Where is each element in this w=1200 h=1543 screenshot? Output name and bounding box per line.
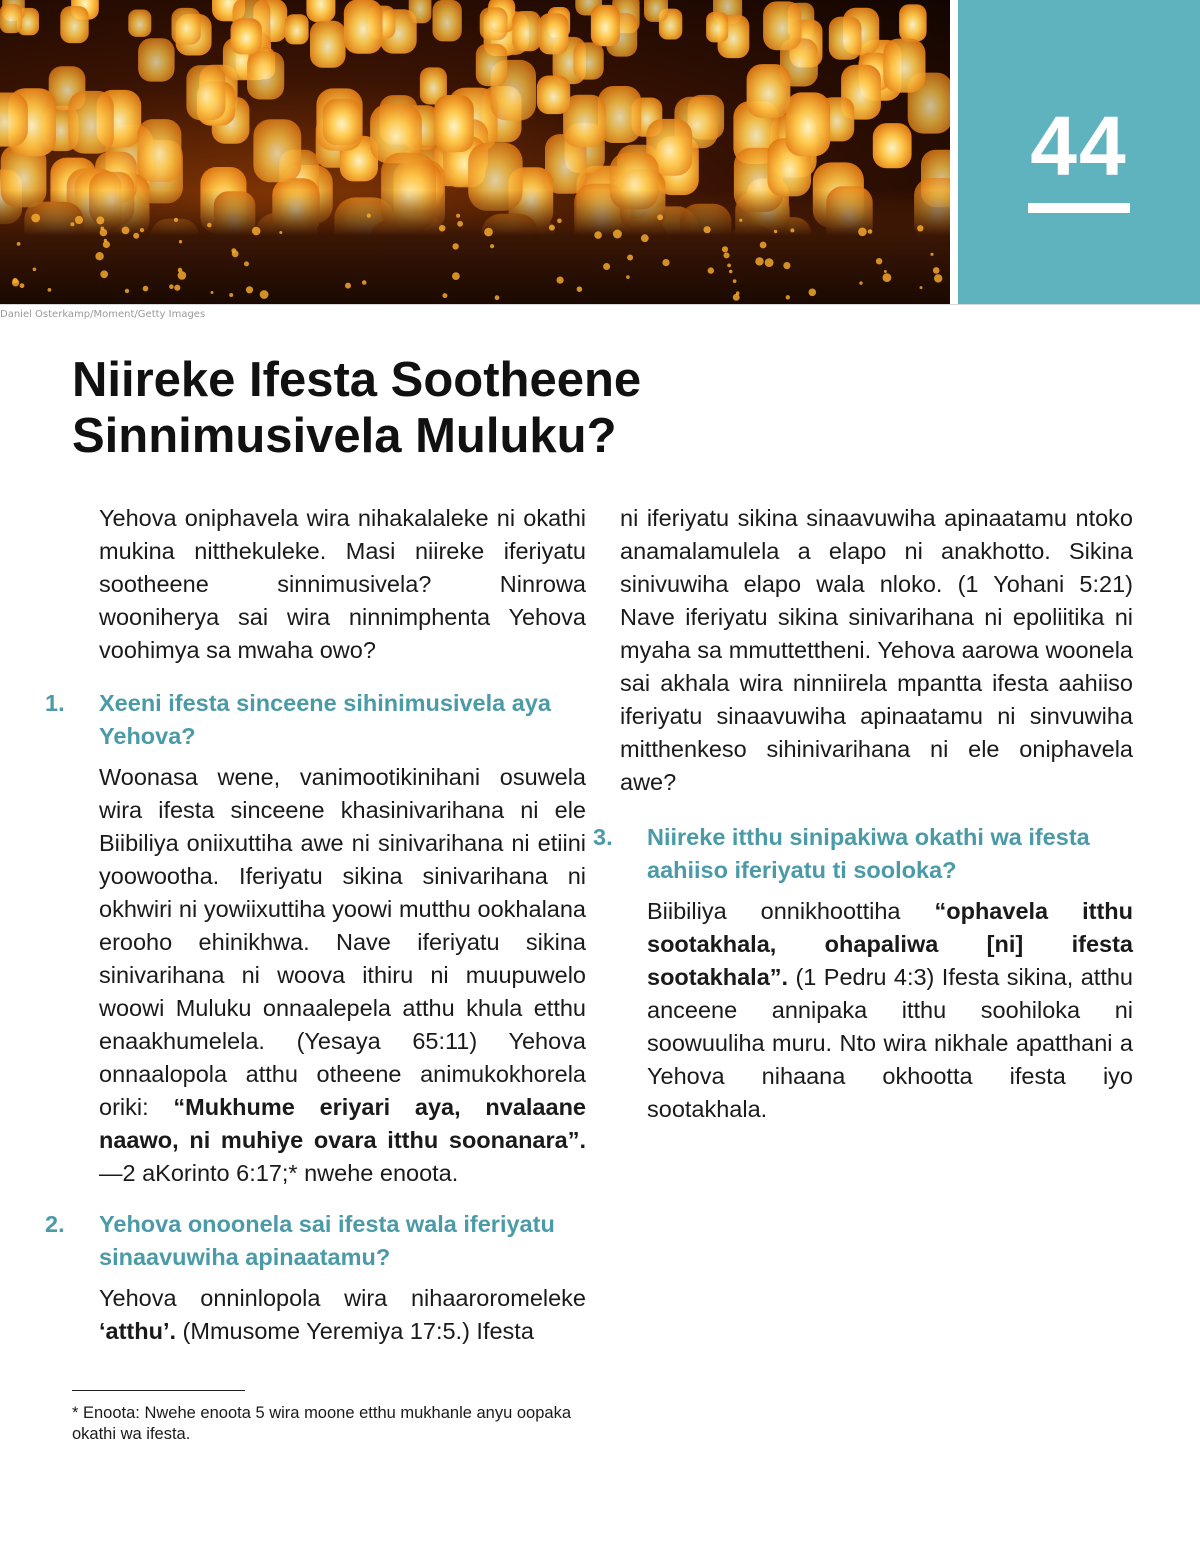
candle-light [613,230,622,239]
lantern [253,119,301,182]
candle-light [179,240,182,243]
candle-light [362,280,367,285]
candle-light [662,259,669,266]
answer-1-quote: “Mukhume eriyari aya, nvalaane naawo, ni muhiye ovara itthu soonanara”. [99,1094,586,1153]
lantern [68,91,114,154]
candle-light [490,244,494,248]
intro-paragraph: Yehova oniphavela wira nihakalaleke ni okathi mukina nitthekuleke. Masi niireke iferiyatu sootheene sinnimusivela? Ninrowa wooniherya sai wira ninnimphenta Yehova voohimya sa mwaha owo? [99,505,586,663]
candle-light [207,223,212,228]
answer-2-reference-start: (Mmusome Yeremiya 17:5.) Ifesta [176,1318,534,1344]
question-1-text: Xeeni ifesta sinceene sihinimusivela aya Yehova? [99,690,551,749]
candle-light [211,291,214,294]
candle-light [917,225,923,231]
candle-light [549,225,555,231]
question-1-number: 1. [45,690,65,716]
candle-light [169,284,174,289]
answer-3-quote: “ophavela itthu sootakhala, ohapaliwa [ni] ifesta sootakhala”. [647,898,1133,990]
answer-2-paragraph-start [72,1282,586,1348]
candle-light [495,295,500,300]
candle-light [174,285,180,291]
candle-light [627,255,633,261]
lantern [476,44,508,86]
candle-light [727,264,731,268]
lantern [186,65,225,120]
candle-light [594,231,602,239]
candle-light [626,275,630,279]
question-2-text: Yehova onoonela sai ifesta wala iferiyatu sinaavuwiha apinaatamu? [99,1211,555,1270]
candle-light [439,225,446,232]
candle-light [246,286,253,293]
candle-light [774,230,777,233]
candle-light [229,293,233,297]
answer-2-quote: ‘atthu’. [99,1318,177,1344]
answer-2-text: Yehova onninlopola wira nihaaroromeleke [99,1285,586,1311]
candle-light [729,270,733,274]
candle-light [577,286,583,292]
candle-light [859,281,862,284]
candle-light [876,258,882,264]
candle-light [724,252,730,258]
lantern [231,18,262,54]
answer-3-text: Biibiliya onnikhoottiha [647,898,935,924]
candle-light [12,279,19,286]
answer-2-start-clip [72,1282,586,1348]
candle-light [174,218,178,222]
candle-light [122,227,130,235]
lantern [0,93,28,147]
lantern-illustration [0,0,950,304]
candle-light [930,253,933,256]
lantern [873,123,912,168]
lantern [763,1,801,50]
candle-light [95,252,103,260]
lantern [409,0,432,23]
candle-light [868,229,873,234]
question-2 [45,1208,586,1274]
lantern [0,4,22,33]
candle-light [760,242,767,249]
candle-light [244,261,249,266]
candle-light [641,234,649,242]
question-3 [593,821,1133,887]
candle-light [133,233,139,239]
candle-light [33,268,37,272]
candle-light [103,241,110,248]
lesson-number: 44 [1030,99,1128,193]
candle-light [96,216,104,224]
lantern [706,12,728,42]
candle-light [755,257,763,265]
candle-light [442,293,447,298]
page-title-line2: Sinnimusivela Muluku? [72,409,617,463]
candle-light [279,231,282,234]
candle-light [178,271,187,280]
candle-light [231,248,236,253]
answer-2-continued: ni iferiyatu sikina sinaavuwiha apinaatamu ntoko anamalamulela a elapo ni anakhotto. Sikina sinivuwiha elapo wala nloko. (1 Yohani 5:21) Nave iferiyatu sikina sinivarihana ni epoliitika ni myaha sa mmuttettheni. Yehova aarowa woonela sai akhala wira ninniirela mpantta ifesta aahiiso iferiyatu sinaavuwiha apinaatamu ni sinvuwiha mitthenkeso sihinivarihana ni ele oniphavela awe? [620,505,1133,795]
candle-light [722,246,728,252]
lantern [285,14,309,44]
candle-light [557,219,562,224]
lantern [883,39,925,93]
question-2-number: 2. [45,1211,65,1237]
candle-light [765,258,774,267]
candle-light [790,228,794,232]
candle-light [884,270,887,273]
candle-light [100,270,108,278]
lantern [433,0,462,41]
lantern [323,99,362,145]
lantern [344,0,383,54]
candle-light [20,283,25,288]
candle-light [70,222,74,226]
candle-light [739,219,742,222]
lesson-number-panel [958,0,1200,304]
candle-light [733,279,737,283]
lantern [899,4,927,41]
lantern [591,5,620,46]
candle-light [484,228,493,237]
candle-light [48,288,52,292]
lantern [747,64,791,118]
candle-light [252,227,261,236]
candle-light [452,243,458,249]
lantern [310,21,346,68]
candle-light [75,216,83,224]
lantern [786,92,831,156]
lantern [247,51,284,99]
candle-light [883,273,892,282]
lantern [128,10,151,37]
lantern [480,7,508,40]
candle-light [933,267,940,274]
footnote: * Enoota: Nwehe enoota 5 wira moone etthu mukhanle anyu oopaka okathi wa ifesta. [72,1404,572,1443]
answer-3-reference: (1 Pedru 4:3) Ifesta sikina, atthu anceene annipaka itthu soohiloka ni soowuuliha muru. Nto wira nikhale apatthani a Yehova nihaana okhootta ifesta iyo sootakhala. [647,964,1133,1122]
question-1 [45,687,586,753]
candle-light [125,289,129,293]
candle-light [143,286,149,292]
footnote-divider [72,1390,245,1391]
candle-light [934,274,942,282]
lantern [138,38,175,81]
candle-light [557,277,564,284]
candle-light [260,290,269,299]
header-divider [0,304,1200,305]
answer-1-paragraph [72,761,586,1190]
lantern [137,119,181,182]
candle-light [809,289,817,297]
candle-light [858,228,867,237]
candle-light [733,294,740,301]
lantern [573,42,603,79]
right-column [593,502,1133,1126]
candle-light [783,262,790,269]
lesson-number-underline [1028,203,1130,213]
candle-light [178,268,183,273]
candle-light [786,295,790,299]
page-title-line1: Niireke Ifesta Sootheene [72,353,642,407]
lantern [60,6,88,43]
candle-light [657,214,663,220]
candle-light [17,242,21,246]
lantern [512,11,540,51]
answer-1-reference: —2 aKorinto 6:17;* nwehe enoota. [99,1160,459,1186]
left-column [45,502,586,1348]
page-title [72,352,832,464]
candle-light [140,228,144,232]
candle-light [603,263,610,270]
candle-light [367,214,371,218]
crowd-silhouette [0,190,950,304]
answer-1-text: Woonasa wene, vanimootikinihani osuwela wira ifesta sinceene khasinivarihana ni ele Biibiliya oniixuttiha awe ni sinivarihana ni etiini yoowootha. Iferiyatu sikina sinivarihana ni okhwiri ni yowiixuttiha yoowi mutthu ookhalana erooho ehinikhwa. Nave iferiyatu sikina sinivarihana ni woova ithiru ni muupuwelo woowi Muluku onnaalepela atthu khula etthu enaakhumelela. (Yesaya 65:11) Yehova onnaalopola atthu otheene animukokhorela oriki: [99,764,586,1120]
lantern [434,95,474,152]
candle-light [457,221,463,227]
hero-lantern-photo [0,0,950,304]
candle-light [452,272,460,280]
lantern [172,8,201,45]
lantern [539,13,569,54]
candle-light [31,214,40,223]
answer-3-paragraph [620,895,1133,1126]
candle-light [456,214,460,218]
lantern [829,17,862,60]
lantern [537,76,570,115]
candle-light [708,267,714,273]
question-3-text: Niireke itthu sinipakiwa okathi wa ifesta aahiiso iferiyatu ti sooloka? [647,824,1090,883]
candle-light [345,283,351,289]
candle-light [704,226,711,233]
candle-light [100,229,108,237]
question-3-number: 3. [593,824,613,850]
candle-light [920,286,923,289]
lantern [306,0,335,22]
lantern [644,0,668,22]
photo-credit: Daniel Osterkamp/Moment/Getty Images [0,309,206,320]
candle-light [736,291,740,295]
